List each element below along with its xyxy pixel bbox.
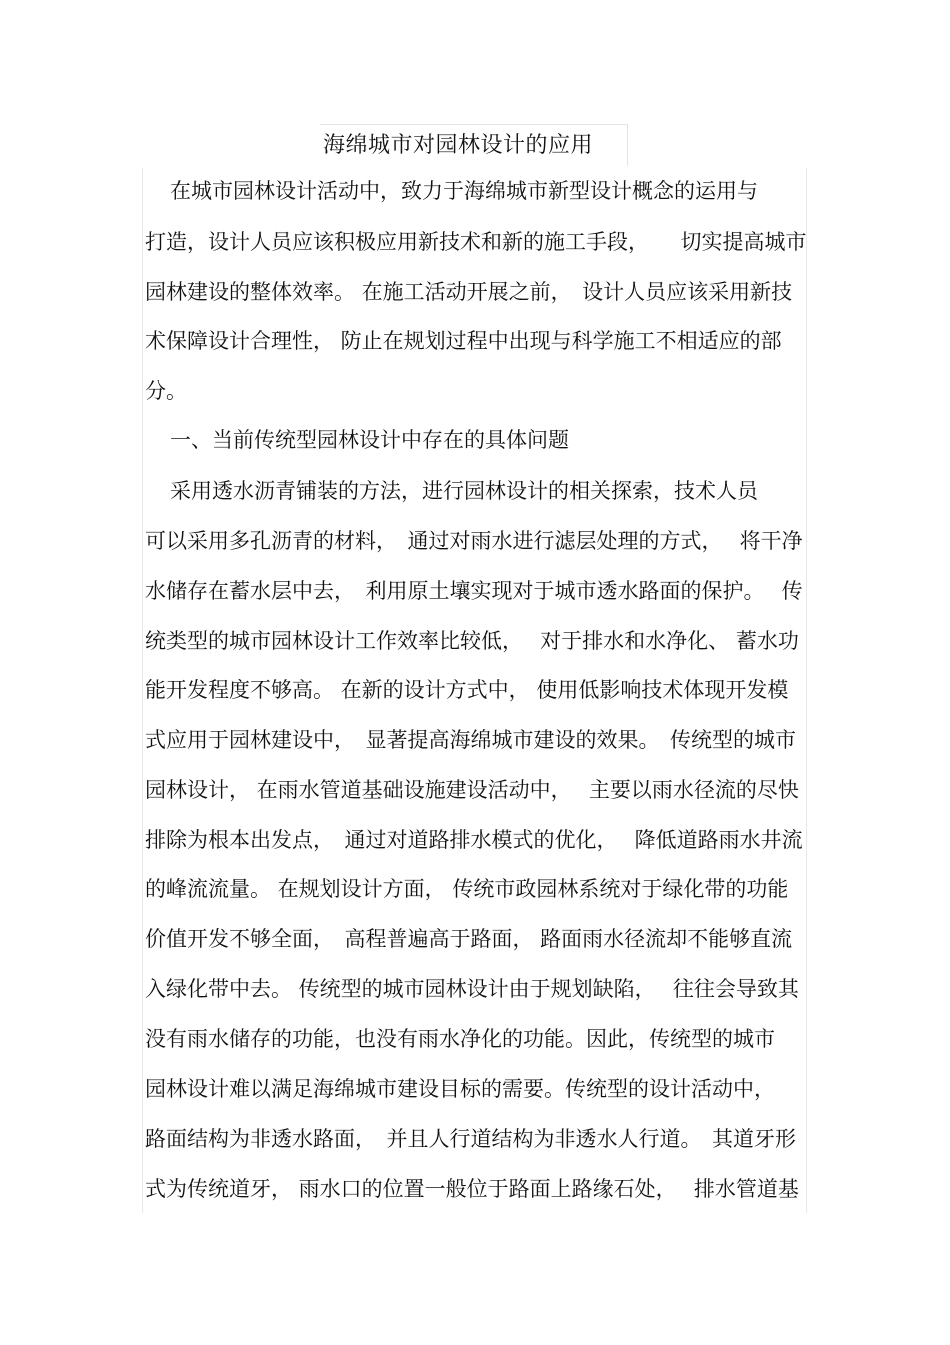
body-line-17: 入绿化带中去。 传统型的城市园林设计由于规划缺陷， 往往会导致其 xyxy=(145,977,799,1001)
body-line-4: 术保障设计合理性， 防止在规划过程中出现与科学施工不相适应的部 xyxy=(145,329,782,353)
body-line-2: 打造，设计人员应该积极应用新技术和新的施工手段， 切实提高城市 xyxy=(145,230,807,254)
body-line-7: 采用透水沥青铺装的方法，进行园林设计的相关探索，技术人员 xyxy=(170,479,758,503)
document-title: 海绵城市对园林设计的应用 xyxy=(323,133,594,158)
body-line-13: 园林设计， 在雨水管道基础设施建设活动中， 主要以雨水径流的尽快 xyxy=(145,778,799,802)
body-line-9: 水储存在蓄水层中去， 利用原土壤实现对于城市透水路面的保护。 传 xyxy=(145,579,803,603)
body-line-12: 式应用于园林建设中， 显著提高海绵城市建设的效果。 传统型的城市 xyxy=(145,728,796,752)
body-line-5: 分。 xyxy=(145,379,187,403)
body-line-20: 路面结构为非透水路面， 并且人行道结构为非透水人行道。 其道牙形 xyxy=(145,1127,796,1151)
body-line-3: 园林建设的整体效率。 在施工活动开展之前， 设计人员应该采用新技 xyxy=(145,280,793,304)
body-line-14: 排除为根本出发点， 通过对道路排水模式的优化， 降低道路雨水井流 xyxy=(145,828,803,852)
body-line-8: 可以采用多孔沥青的材料， 通过对雨水进行滤层处理的方式， 将干净 xyxy=(145,529,803,553)
body-line-19: 园林设计难以满足海绵城市建设目标的需要。传统型的设计活动中， xyxy=(145,1077,775,1101)
body-line-1: 在城市园林设计活动中，致力于海绵城市新型设计概念的运用与 xyxy=(170,179,758,203)
body-line-10: 统类型的城市园林设计工作效率比较低， 对于排水和水净化、 蓄水功 xyxy=(145,629,799,653)
body-line-15: 的峰流流量。 在规划设计方面， 传统市政园林系统对于绿化带的功能 xyxy=(145,877,789,901)
body-line-16: 价值开发不够全面， 高程普遍高于路面， 路面雨水径流却不能够直流 xyxy=(145,927,793,951)
body-line-11: 能开发程度不够高。 在新的设计方式中， 使用低影响技术体现开发模 xyxy=(145,678,789,702)
body-line-21: 式为传统道牙， 雨水口的位置一般位于路面上路缘石处， 排水管道基 xyxy=(145,1177,799,1201)
section-heading: 一、当前传统型园林设计中存在的具体问题 xyxy=(170,428,569,452)
body-line-18: 没有雨水储存的功能，也没有雨水净化的功能。因此，传统型的城市 xyxy=(145,1027,775,1051)
